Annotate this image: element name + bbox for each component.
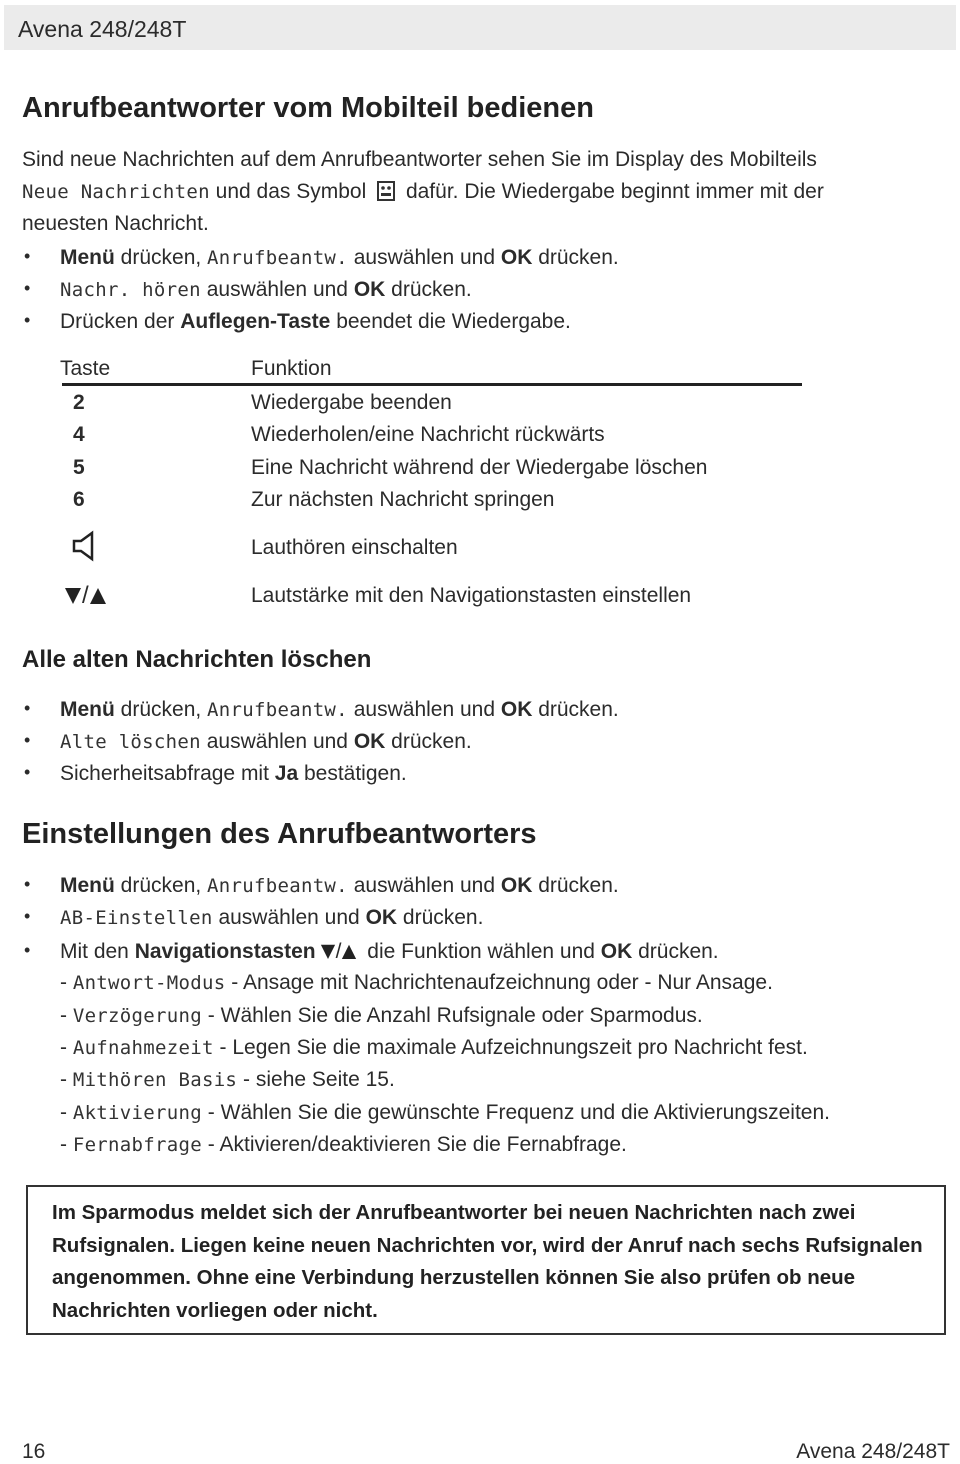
- ok-key-label: OK: [353, 730, 386, 753]
- step-text: drücken,: [114, 246, 208, 269]
- function-4: Wiederholen/eine Nachricht rückwärts: [251, 423, 605, 446]
- step-text: auswählen und: [347, 246, 501, 269]
- option-dash: -: [60, 1068, 73, 1091]
- section-title-delete-old: Alle alten Nachrichten löschen: [22, 646, 372, 673]
- option-description: - Ansage mit Nachrichtenaufzeichnung oder - Nur Ansage.: [225, 971, 773, 994]
- function-volume: Lautstärke mit den Navigationstasten einstellen: [251, 584, 692, 607]
- bullet-marker: •: [24, 246, 31, 266]
- bullet-marker: •: [24, 940, 31, 960]
- settings-option-3: [60, 1034, 808, 1062]
- display-menu-text: Anrufbeantw.: [207, 875, 348, 897]
- volume-keys-slash: /: [82, 582, 89, 609]
- operate-step-2: [60, 276, 472, 304]
- display-menu-text: Anrufbeantw.: [207, 699, 348, 721]
- option-display-name: Mithören Basis: [72, 1069, 238, 1091]
- delete-old-step-2: [60, 728, 472, 756]
- ok-key-label: OK: [365, 906, 398, 929]
- display-menu-text: Nachr. hören: [60, 279, 201, 301]
- option-description: - Aktivieren/deaktivieren Sie die Fernabfrage.: [201, 1133, 627, 1156]
- step-text: auswählen und: [200, 730, 354, 753]
- option-display-name: Verzögerung: [72, 1005, 202, 1027]
- settings-option-1: [60, 969, 773, 997]
- table-header-key: Taste: [60, 357, 111, 380]
- bullet-marker: •: [24, 310, 31, 330]
- intro-line-1: Sind neue Nachrichten auf dem Anrufbeantworter sehen Sie im Display des Mobilteils: [22, 148, 817, 171]
- option-description: - siehe Seite 15.: [237, 1068, 395, 1091]
- option-dash: -: [60, 1101, 73, 1124]
- section-title-settings: Einstellungen des Anrufbeantworters: [22, 818, 537, 850]
- step-text: die Funktion wählen und: [361, 940, 601, 963]
- note-box: [26, 1185, 946, 1335]
- key-label: Navigationstasten: [134, 940, 316, 963]
- step-text: auswählen und: [200, 278, 354, 301]
- step-text: drücken.: [532, 874, 619, 897]
- step-text: drücken.: [385, 730, 472, 753]
- function-speaker: Lauthören einschalten: [251, 536, 458, 559]
- option-display-name: Antwort-Modus: [72, 972, 226, 994]
- intro-line-2: [22, 178, 824, 206]
- settings-option-6: [60, 1131, 627, 1159]
- step-text: Mit den: [60, 940, 135, 963]
- menu-key-label: Menü: [60, 246, 115, 269]
- settings-step-3: [60, 938, 719, 966]
- step-text: bestätigen.: [298, 762, 407, 785]
- step-text: drücken.: [385, 278, 472, 301]
- bullet-marker: •: [24, 906, 31, 926]
- nav-arrows-icon: /: [320, 940, 358, 963]
- ok-key-label: OK: [500, 874, 533, 897]
- function-6: Zur nächsten Nachricht springen: [251, 488, 555, 511]
- display-text-neue-nachrichten: Neue Nachrichten: [22, 181, 210, 203]
- delete-old-step-3: [60, 760, 407, 788]
- step-text: auswählen und: [347, 874, 501, 897]
- key-4: 4: [73, 423, 85, 446]
- bullet-marker: •: [24, 698, 31, 718]
- display-menu-text: AB-Einstellen: [60, 907, 213, 929]
- key-6: 6: [73, 488, 85, 511]
- step-text: drücken,: [114, 874, 208, 897]
- menu-key-label: Menü: [60, 874, 115, 897]
- option-display-name: Fernabfrage: [72, 1134, 202, 1156]
- header-title: Avena 248/248T: [18, 16, 187, 42]
- step-text: beendet die Wiedergabe.: [330, 310, 571, 333]
- step-text: drücken.: [632, 940, 719, 963]
- option-dash: -: [60, 1036, 73, 1059]
- step-text: drücken.: [532, 698, 619, 721]
- note-text: Im Sparmodus meldet sich der Anrufbeantworter bei neuen Nachrichten nach zwei Rufsignalen. Liegen keine neuen Nachrichten vor, wird der Anruf nach sechs Rufsignalen angenommen. Ohne eine Verbindung herzustellen können Sie also prüfen ob neue Nachrichten vorliegen oder nicht.: [52, 1201, 923, 1322]
- footer-title: Avena 248/248T: [796, 1440, 950, 1463]
- ok-key-label: OK: [500, 698, 533, 721]
- option-description: - Legen Sie die maximale Aufzeichnungszeit pro Nachricht fest.: [213, 1036, 808, 1059]
- settings-step-2: [60, 904, 483, 932]
- step-text: drücken.: [532, 246, 619, 269]
- intro-line-3: neuesten Nachricht.: [22, 212, 209, 235]
- down-arrow-icon: [64, 585, 82, 605]
- function-5: Eine Nachricht während der Wiedergabe löschen: [251, 456, 708, 479]
- option-dash: -: [60, 1004, 73, 1027]
- bullet-marker: •: [24, 730, 31, 750]
- option-dash: -: [60, 1133, 73, 1156]
- operate-step-1: [60, 244, 619, 272]
- up-arrow-icon: [89, 585, 107, 605]
- step-text: auswählen und: [212, 906, 366, 929]
- key-2: 2: [73, 391, 85, 414]
- table-header-function: Funktion: [251, 357, 332, 380]
- ok-key-label: OK: [600, 940, 633, 963]
- settings-option-2: [60, 1002, 703, 1030]
- section-title-operate: Anrufbeantworter vom Mobilteil bedienen: [22, 92, 594, 124]
- settings-option-5: [60, 1099, 830, 1127]
- step-text: Sicherheitsabfrage mit: [60, 762, 275, 785]
- step-text: drücken,: [114, 698, 208, 721]
- function-2: Wiedergabe beenden: [251, 391, 452, 414]
- option-dash: -: [60, 971, 73, 994]
- answering-machine-symbol-icon: [376, 180, 396, 202]
- option-description: - Wählen Sie die gewünschte Frequenz und die Aktivierungszeiten.: [201, 1101, 830, 1124]
- table-header-rule: [62, 383, 802, 386]
- display-menu-text: Alte löschen: [60, 731, 201, 753]
- bullet-marker: •: [24, 762, 31, 782]
- step-text: Drücken der: [60, 310, 181, 333]
- delete-old-step-1: [60, 696, 619, 724]
- option-description: - Wählen Sie die Anzahl Rufsignale oder Sparmodus.: [201, 1004, 703, 1027]
- step-text: drücken.: [397, 906, 484, 929]
- key-5: 5: [73, 456, 85, 479]
- option-display-name: Aktivierung: [72, 1102, 202, 1124]
- operate-step-3: [60, 308, 571, 336]
- settings-option-4: [60, 1066, 395, 1094]
- ok-key-label: OK: [353, 278, 386, 301]
- intro-end-text: dafür. Die Wiedergabe beginnt immer mit der: [405, 180, 824, 203]
- settings-step-1: [60, 872, 619, 900]
- menu-key-label: Menü: [60, 698, 115, 721]
- step-text: auswählen und: [347, 698, 501, 721]
- intro-mid-text: und das Symbol: [215, 180, 367, 203]
- display-menu-text: Anrufbeantw.: [207, 247, 348, 269]
- bullet-marker: •: [24, 278, 31, 298]
- bullet-marker: •: [24, 874, 31, 894]
- key-label: Auflegen-Taste: [180, 310, 331, 333]
- option-display-name: Aufnahmezeit: [72, 1037, 214, 1059]
- volume-keys: [64, 582, 107, 610]
- speaker-icon: [70, 530, 100, 562]
- ok-key-label: OK: [500, 246, 533, 269]
- page-number: 16: [22, 1440, 46, 1463]
- key-label: Ja: [274, 762, 299, 785]
